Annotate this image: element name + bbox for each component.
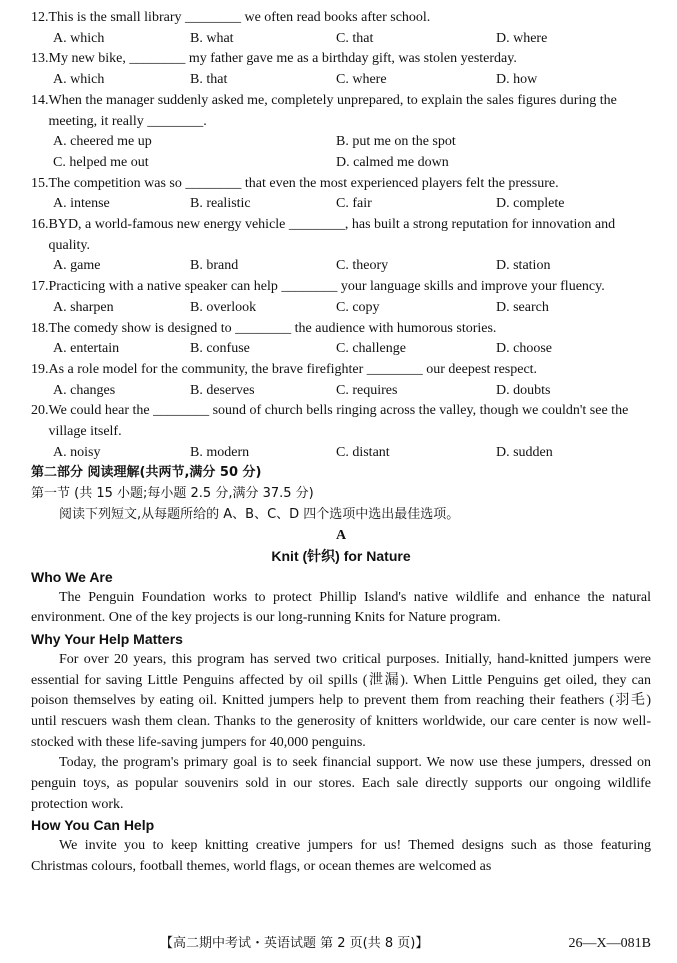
question-number: 17. xyxy=(31,279,49,295)
question-text: BYD, a world-famous new energy vehicle ________, has built a strong reputation for innovation and quality. xyxy=(48,217,616,253)
option-b: B. realistic xyxy=(190,196,251,212)
question-number: 14. xyxy=(31,92,49,108)
question-stem xyxy=(31,215,651,256)
heading-who-we-are: Who We Are xyxy=(31,568,113,585)
option-d: D. how xyxy=(496,72,538,88)
option-c: C. distant xyxy=(336,444,390,460)
option-b: B. what xyxy=(190,30,234,46)
option-a: A. intense xyxy=(53,196,110,212)
option-a: A. entertain xyxy=(53,341,120,357)
option-a: A. which xyxy=(53,30,105,46)
question-number: 18. xyxy=(31,320,49,336)
question-text: This is the small library ________ we often read books after school. xyxy=(48,10,431,25)
option-a: A. sharpen xyxy=(53,299,114,315)
option-d: D. choose xyxy=(496,341,552,357)
question-list xyxy=(31,174,651,464)
question xyxy=(31,8,651,49)
option-row xyxy=(31,29,651,50)
paragraph: We invite you to keep knitting creative jumpers for us! Themed designs such as those featuring Christmas colours, football themes, world flags, or ocean themes are welcomed as xyxy=(31,838,651,874)
option-c: C. that xyxy=(336,30,374,46)
option-b: B. confuse xyxy=(190,341,250,357)
passage-label: A xyxy=(335,527,347,543)
question-text: We could hear the ________ sound of church bells ringing across the valley, though we couldn't see the village itself. xyxy=(48,403,629,440)
question-number: 15. xyxy=(31,175,49,191)
option-c: C. requires xyxy=(336,382,398,398)
footer-code: 26—X—081B xyxy=(568,936,651,951)
heading-why-help-matters: Why Your Help Matters xyxy=(31,631,183,648)
option-row xyxy=(31,132,651,153)
option-d: D. where xyxy=(496,30,548,46)
question-stem xyxy=(31,49,651,70)
option-b: B. that xyxy=(190,72,228,88)
question-number: 16. xyxy=(31,217,49,233)
option-a: A. noisy xyxy=(53,444,101,460)
question-text: My new bike, ________ my father gave me as a birthday gift, was stolen yesterday. xyxy=(48,51,517,67)
question-number: 20. xyxy=(31,403,49,419)
option-row xyxy=(31,339,651,360)
option-row xyxy=(31,443,651,464)
option-c: C. where xyxy=(336,72,387,88)
question-list xyxy=(31,8,651,91)
question xyxy=(31,360,651,401)
option-row xyxy=(31,256,651,277)
question xyxy=(31,49,651,90)
option-c: C. copy xyxy=(336,299,380,315)
option-row xyxy=(31,153,651,174)
question-14 xyxy=(31,91,651,174)
option-d: D. doubts xyxy=(496,382,551,398)
question-stem xyxy=(31,8,651,29)
option-a: A. changes xyxy=(53,382,116,398)
option-c: C. challenge xyxy=(336,341,406,357)
paragraph: Today, the program's primary goal is to seek financial support. We now use these jumpers, dressed on penguin toys, as popular souvenirs sold in our stores. Each sale directly supports our ongoing wildlife protection work. xyxy=(31,755,651,812)
option-d: D. station xyxy=(496,258,551,274)
option-row xyxy=(31,381,651,402)
option-b: B. deserves xyxy=(190,382,255,398)
question-number: 12. xyxy=(31,10,49,25)
question-stem xyxy=(31,174,651,195)
paragraph: The Penguin Foundation works to protect Phillip Island's native wildlife and enhance the natural environment. One of the key projects is our long-running Knits for Nature program. xyxy=(31,589,651,626)
question-stem xyxy=(31,401,651,442)
question-stem xyxy=(31,360,651,381)
option-c: C. fair xyxy=(336,196,372,212)
heading-how-you-can-help: How You Can Help xyxy=(31,817,155,834)
option-d: D. search xyxy=(496,299,549,315)
question-text: The comedy show is designed to ________ the audience with humorous stories. xyxy=(48,320,497,336)
option-b: B. brand xyxy=(190,258,239,274)
question xyxy=(31,174,651,215)
question xyxy=(31,215,651,277)
question-stem xyxy=(31,91,651,132)
question-number: 13. xyxy=(31,51,49,67)
question-stem xyxy=(31,277,651,298)
option-b: B. overlook xyxy=(190,299,257,315)
footer-page-info: 【高二期中考试・英语试题 第 2 页(共 8 页)】 xyxy=(160,936,429,951)
question-text: When the manager suddenly asked me, completely unprepared, to explain the sales figures during the meeting, it really ________. xyxy=(48,92,617,129)
option-c: C. theory xyxy=(336,258,389,274)
option-d: D. calmed me down xyxy=(336,154,449,170)
option-row xyxy=(31,70,651,91)
passage-title: Knit (针织) for Nature xyxy=(271,548,411,565)
section-title: 第一节 (共 15 小题;每小题 2.5 分,满分 37.5 分) xyxy=(31,486,314,502)
question-text: Practicing with a native speaker can help ________ your language skills and improve your fluency. xyxy=(48,279,605,295)
question-number: 19. xyxy=(31,361,49,377)
question xyxy=(31,401,651,463)
option-d: D. complete xyxy=(496,196,565,212)
question-text: The competition was so ________ that even the most experienced players felt the pressure. xyxy=(48,175,559,191)
option-row xyxy=(31,194,651,215)
option-row xyxy=(31,298,651,319)
option-a: A. which xyxy=(53,72,105,88)
option-d: D. sudden xyxy=(496,444,553,460)
question xyxy=(31,277,651,318)
question xyxy=(31,319,651,360)
option-a: A. game xyxy=(53,258,101,274)
question-text: As a role model for the community, the brave firefighter ________ our deepest respect. xyxy=(48,361,538,377)
question-stem xyxy=(31,319,651,340)
paragraph: For over 20 years, this program has served two critical purposes. Initially, hand-knitted jumpers were essential for saving Little Penguins affected by oil spills (泄漏). When Little Penguins get oiled, they can poison themselves by eating oil. Knitted jumpers help to prevent them from reaching their feathers (羽毛) until rescuers wash them clean. Thanks to the generosity of knitters worldwide, our care center is now well-stocked with these life-saving jumpers for 40,000 penguins. xyxy=(31,651,651,750)
option-b: B. put me on the spot xyxy=(336,134,456,150)
option-a: A. cheered me up xyxy=(53,134,152,150)
option-c: C. helped me out xyxy=(53,154,149,170)
option-b: B. modern xyxy=(190,444,250,460)
part-title: 第二部分 阅读理解(共两节,满分 50 分) xyxy=(31,465,262,481)
section-instructions: 阅读下列短文,从每题所给的 A、B、C、D 四个选项中选出最佳选项。 xyxy=(59,506,460,522)
